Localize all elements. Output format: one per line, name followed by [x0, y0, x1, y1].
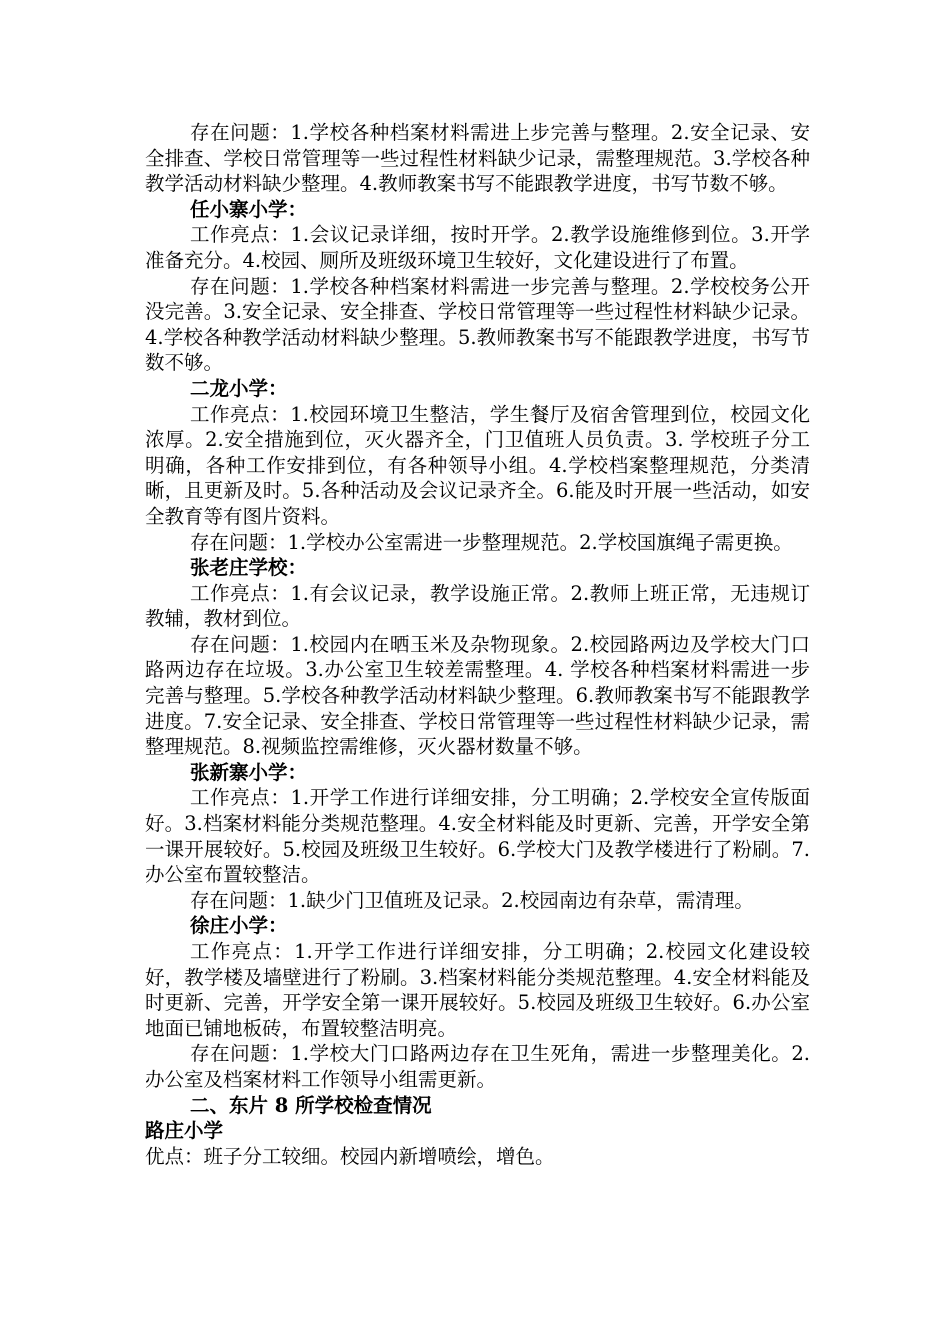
document-body: [145, 120, 810, 1169]
advantages-paragraph: 优点：班子分工较细。校园内新增喷绘，增色。: [145, 1144, 555, 1168]
issues-paragraph: 存在问题：1.缺少门卫值班及记录。2.校园南边有杂草，需清理。: [190, 888, 754, 912]
school-heading-xuzhuang: 徐庄小学：: [190, 914, 288, 938]
highlights-paragraph: 工作亮点：1.开学工作进行详细安排，分工明确；2.学校安全宣传版面好。3.档案材料能分类规范整理。4.安全材料能及时更新、完善，开学安全第一课开展较好。5.校园及班级卫生较好。6.学校大门及教学楼进行了粉刷。7.办公室布置较整洁。: [145, 786, 810, 887]
issues-paragraph: 存在问题：1.学校办公室需进一步整理规范。2.学校国旗绳子需更换。: [190, 530, 793, 554]
highlights-paragraph: 工作亮点：1.会议记录详细，按时开学。2.教学设施维修到位。3.开学准备充分。4.校园、厕所及班级环境卫生较好，文化建设进行了布置。: [145, 223, 810, 272]
section-heading-east: 二、东片 8 所学校检查情况: [190, 1093, 432, 1117]
issues-paragraph: 存在问题：1.校园内在晒玉米及杂物现象。2.校园路两边及学校大门口路两边存在垃圾。3.办公室卫生较差需整理。4. 学校各种档案材料需进一步完善与整理。5.学校各种教学活动材料缺少整理。6.教师教案书写不能跟教学进度。7.安全记录、安全排查、学校日常管理等一些过程性材料缺少记录，需整理规范。8.视频监控需维修，灭火器材数量不够。: [145, 632, 810, 759]
school-heading-zhanglaozhuang: 张老庄学校：: [190, 556, 308, 580]
highlights-paragraph: 工作亮点：1.校园环境卫生整洁，学生餐厅及宿舍管理到位，校园文化浓厚。2.安全措施到位，灭火器齐全，门卫值班人员负责。3. 学校班子分工明确，各种工作安排到位，有各种领导小组。4.学校档案整理规范，分类清晰，且更新及时。5.各种活动及会议记录齐全。6.能及时开展一些活动，如安全教育等有图片资料。: [145, 402, 810, 528]
school-heading-zhangxinzhai: 张新寨小学：: [190, 760, 308, 784]
school-heading-renxiaozhai: 任小寨小学：: [190, 197, 308, 221]
school-heading-erlong: 二龙小学：: [190, 376, 288, 400]
school-heading-luzhuang: 路庄小学: [145, 1119, 224, 1143]
highlights-paragraph: 工作亮点：1.有会议记录，教学设施正常。2.教师上班正常，无违规订教辅，教材到位。: [145, 581, 810, 631]
issues-paragraph: 存在问题：1.学校各种档案材料需进上步完善与整理。2.安全记录、安全排查、学校日常管理等一些过程性材料缺少记录，需整理规范。3.学校各种教学活动材料缺少整理。4.教师教案书写不能跟教学进度，书写节数不够。: [145, 121, 810, 196]
highlights-paragraph: 工作亮点：1.开学工作进行详细安排，分工明确；2.校园文化建设较好，教学楼及墙壁进行了粉刷。3.档案材料能分类规范整理。4.安全材料能及时更新、完善，开学安全第一课开展较好。5.校园及班级卫生较好。6.办公室地面已铺地板砖，布置较整洁明亮。: [145, 940, 810, 1040]
issues-paragraph: 存在问题：1.学校各种档案材料需进一步完善与整理。2.学校校务公开没完善。3.安全记录、安全排查、学校日常管理等一些过程性材料缺少记录。4.学校各种教学活动材料缺少整理。5.教师教案书写不能跟教学进度，书写节数不够。: [145, 274, 810, 375]
issues-paragraph: 存在问题：1.学校大门口路两边存在卫生死角，需进一步整理美化。2.办公室及档案材料工作领导小组需更新。: [145, 1042, 810, 1091]
